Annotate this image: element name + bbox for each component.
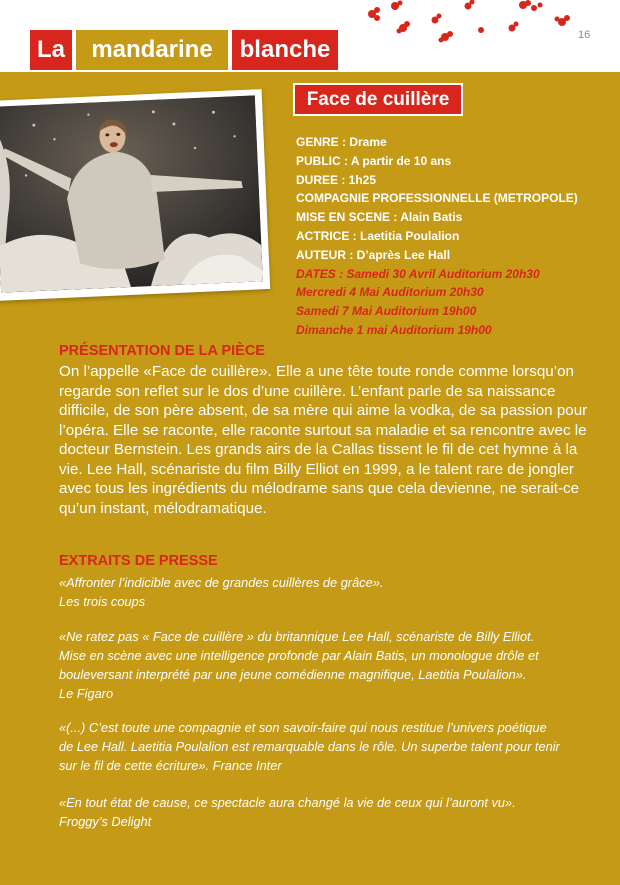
press-quote-line: «(...) C’est toute une compagnie et son savoir-faire qui nous restitue l’univers poétique [59, 720, 547, 735]
press-quote-line: bouleversant interprété par une jeune comédienne magnifique, Laetitia Poulalion». [59, 667, 527, 682]
flower-decoration-icon [340, 0, 590, 50]
info-duration: DUREE : 1h25 [296, 172, 377, 187]
press-quote [59, 573, 594, 611]
logo-word-la: La [30, 30, 72, 70]
press-quote [59, 627, 594, 703]
press-quote-line: «Affronter l’indicible avec de grandes cuillères de grâce». [59, 575, 384, 590]
show-info [296, 133, 578, 340]
logo-word-blanche: blanche [232, 30, 338, 70]
info-genre: GENRE : Drame [296, 135, 387, 149]
presentation-line: difficile, de son père absent, de sa mère qui aime la vodka, de sa passion pour [59, 402, 588, 419]
press-quote-line: sur le fil de cette écriture». France Inter [59, 758, 282, 773]
show-photo [0, 95, 263, 292]
press-quote-source: Les trois coups [59, 594, 146, 609]
press-quote-line: «En tout état de cause, ce spectacle aura changé la vie de ceux qui l’auront vu». [59, 795, 516, 810]
info-director: MISE EN SCENE : Alain Batis [296, 210, 463, 225]
info-author: AUTEUR : D’après Lee Hall [296, 247, 451, 262]
presentation-text [59, 362, 589, 518]
info-public: PUBLIC : A partir de 10 ans [296, 153, 452, 168]
show-photo-frame [0, 89, 270, 301]
info-date: Dimanche 1 mai Auditorium 19h00 [296, 322, 492, 337]
press-quote-source: Froggy’s Delight [59, 814, 152, 829]
show-title: Face de cuillère [293, 83, 463, 116]
presentation-line: vie. Lee Hall, scénariste du film Billy Elliot en 1999, a le talent rare de jongler [59, 460, 574, 478]
press-quote-line: de Lee Hall. Laetitia Poulalion est remarquable dans le rôle. Un superbe talent pour tenir [59, 739, 560, 754]
presentation-line: On l’appelle «Face de cuillère». Elle a une tête toute ronde comme lorsqu’on [59, 363, 574, 380]
press-heading: EXTRAITS DE PRESSE [59, 553, 218, 569]
press-quote-line: «Ne ratez pas « Face de cuillère » du britannique Lee Hall, scénariste de Billy Elliot. [59, 629, 535, 644]
logo-word-mandarine: mandarine [76, 30, 228, 70]
presentation-line: l’opéra. Elle se raconte, elle raconte surtout sa maladie et sa rencontre avec le [59, 421, 587, 439]
presentation-line: qu’un instant, mélodramatique. [59, 499, 267, 517]
info-date: Mercredi 4 Mai Auditorium 20h30 [296, 285, 484, 300]
press-quote [59, 793, 594, 831]
press-quote [59, 718, 594, 775]
info-date: DATES : Samedi 30 Avril Auditorium 20h30 [296, 266, 540, 281]
info-date: Samedi 7 Mai Auditorium 19h00 [296, 304, 477, 319]
presentation-line: docteur Bernstein. Les grands airs de la Callas tissent le fil de cet hymne à la [59, 441, 578, 458]
press-quote-source: Le Figaro [59, 686, 114, 701]
press-quote-line: Mise en scène avec une intelligence profonde par Alain Batis, un monologue drôle et [59, 648, 539, 663]
presentation-line: regarde son reflet sur le dos d’une cuillère. L’enfant parle de sa naissance [59, 382, 556, 400]
info-actress: ACTRICE : Laetitia Poulalion [296, 228, 460, 243]
page-number: 16 [578, 29, 591, 41]
presentation-heading: PRÉSENTATION DE LA PIÈCE [59, 343, 265, 359]
info-company: COMPAGNIE PROFESSIONNELLE (METROPOLE) [296, 191, 578, 206]
presentation-line: avec tous les ingrédients du mélodrame sans que cela devienne, ne serait-ce [59, 480, 580, 497]
